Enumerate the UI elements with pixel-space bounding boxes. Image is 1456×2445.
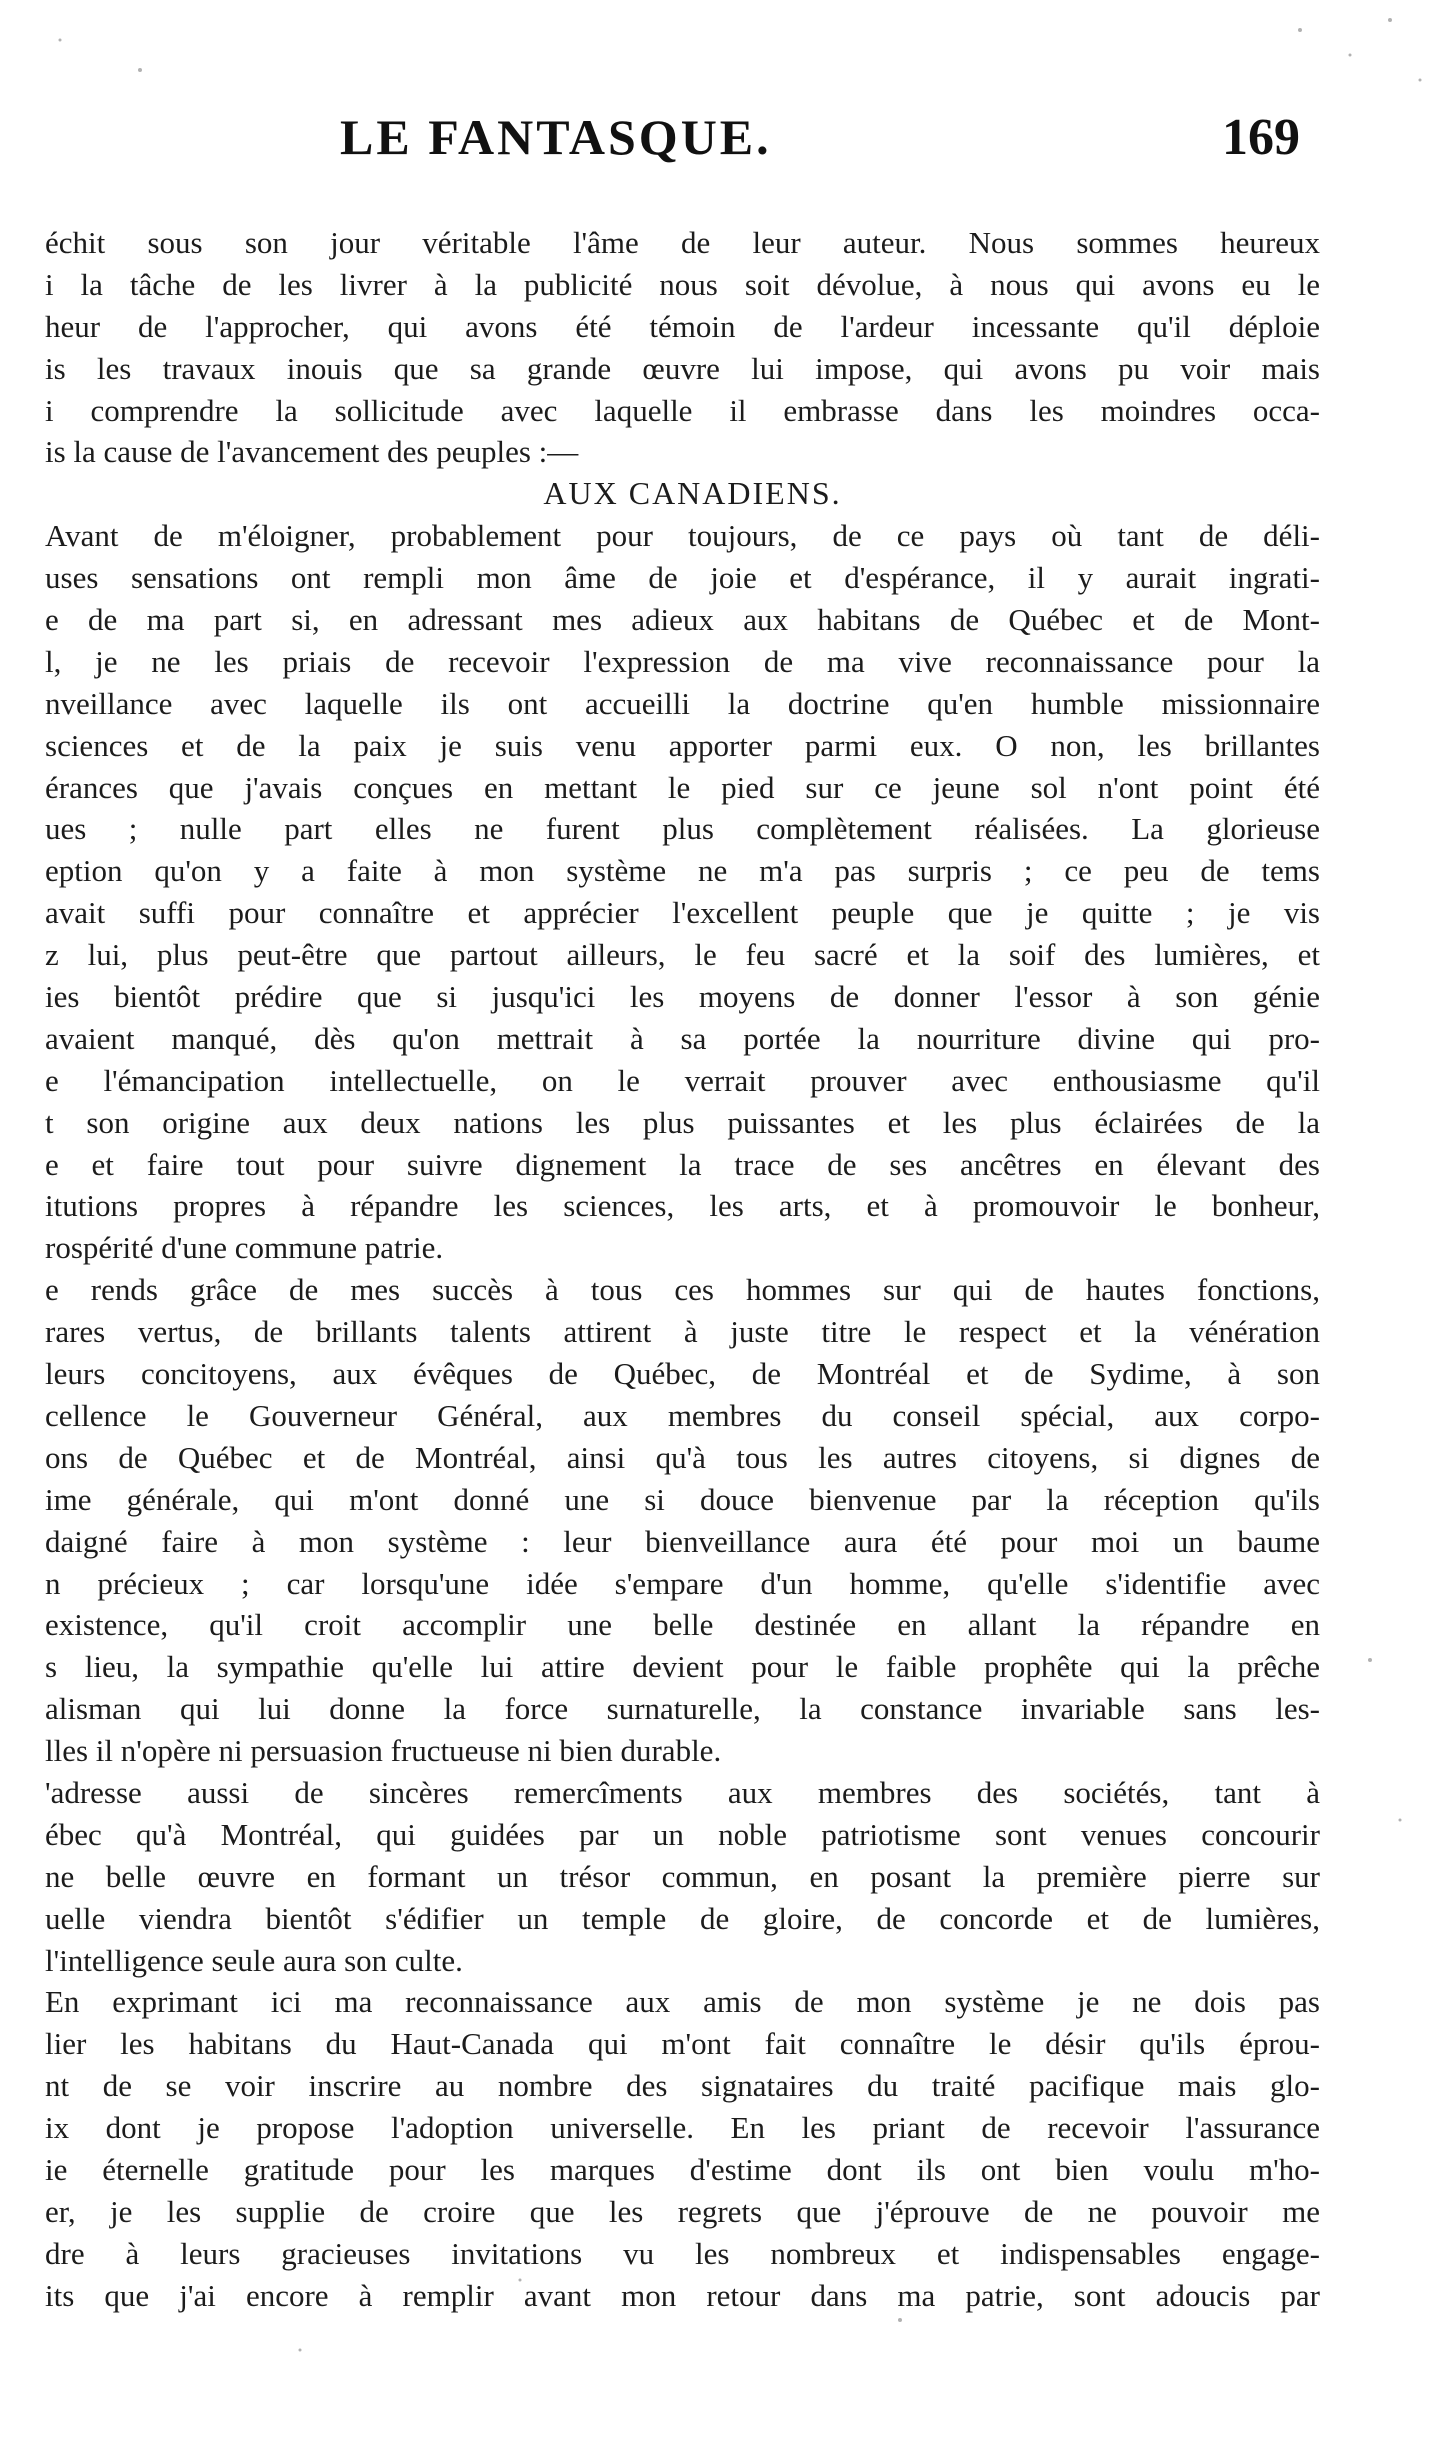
text-line: sciences et de la paix je suis venu apporter parmi eux. O non, les brillantes [45,727,1320,763]
text-line: er, je les supplie de croire que les regrets que j'éprouve de ne pouvoir me [45,2193,1320,2229]
text-line: leurs concitoyens, aux évêques de Québec, de Montréal et de Sydime, à son [45,1356,1320,1392]
text-line: ons de Québec et de Montréal, ainsi qu'à tous les autres citoyens, si dignes de [45,1439,1320,1475]
text-line: e l'émancipation intellectuelle, on le verrait prouver avec enthousiasme qu'il [45,1062,1320,1098]
text-line: érances que j'avais conçues en mettant le pied sur ce jeune sol n'ont point été [45,769,1320,805]
page-header [0,108,1456,178]
text-line: Avant de m'éloigner, probablement pour toujours, de ce pays où tant de déli- [45,518,1320,554]
text-line: i la tâche de les livrer à la publicité nous soit dévolue, à nous qui avons eu le [45,266,1320,302]
article-body [45,222,1320,2317]
text-line: avait suffi pour connaître et apprécier l'excellent peuple que je quitte ; je vis [45,895,1320,931]
text-line: échit sous son jour véritable l'âme de leur auteur. Nous sommes heureux [45,225,1320,260]
text-line: is les travaux inouis que sa grande œuvre lui impose, qui avons pu voir mais [45,350,1320,386]
text-line: lles il n'opère ni persuasion fructueuse ni bien durable. [45,1733,722,1769]
text-line: ues ; nulle part elles ne furent plus complètement réalisées. La glorieuse [45,811,1320,847]
text-line: rospérité d'une commune patrie. [45,1230,444,1266]
text-line: avaient manqué, dès qu'on mettrait à sa portée la nourriture divine qui pro- [45,1020,1320,1056]
text-line: i comprendre la sollicitude avec laquelle il embrasse dans les moindres occa- [45,392,1320,428]
text-line: eption qu'on y a faite à mon système ne m'a pas surpris ; ce peu de tems [45,853,1320,889]
text-line: heur de l'approcher, qui avons été témoin de l'ardeur incessante qu'il déploie [45,308,1320,344]
text-line: e rends grâce de mes succès à tous ces hommes sur qui de hautes fonctions, [45,1272,1320,1308]
text-line: nveillance avec laquelle ils ont accueilli la doctrine qu'en humble missionnaire [45,685,1320,721]
text-line: ébec qu'à Montréal, qui guidées par un noble patriotisme sont venues concourir [45,1816,1320,1852]
text-line: uelle viendra bientôt s'édifier un temple de gloire, de concorde et de lumières, [45,1900,1320,1936]
text-line: is la cause de l'avancement des peuples :— [45,434,579,470]
text-line: En exprimant ici ma reconnaissance aux amis de mon système je ne dois pas [45,1984,1320,2020]
text-line: alisman qui lui donne la force surnaturelle, la constance invariable sans les- [45,1691,1320,1727]
text-line: ies bientôt prédire que si jusqu'ici les moyens de donner l'essor à son génie [45,979,1320,1015]
section-heading: AUX CANADIENS. [543,475,842,512]
text-line: itutions propres à répandre les sciences, les arts, et à promouvoir le bonheur, [45,1188,1320,1224]
text-line: rares vertus, de brillants talents attirent à juste titre le respect et la vénération [45,1314,1320,1350]
text-line: its que j'ai encore à remplir avant mon retour dans ma patrie, sont adoucis par [45,2277,1320,2313]
text-line: l, je ne les priais de recevoir l'expression de ma vive reconnaissance pour la [45,643,1320,679]
running-title: LE FANTASQUE. [340,109,772,165]
text-line: uses sensations ont rempli mon âme de joie et d'espérance, il y aurait ingrati- [45,560,1320,596]
text-line: nt de se voir inscrire au nombre des signataires du traité pacifique mais glo- [45,2068,1320,2104]
text-line: s lieu, la sympathie qu'elle lui attire devient pour le faible prophête qui la prêche [45,1649,1320,1685]
text-line: z lui, plus peut-être que partout ailleurs, le feu sacré et la soif des lumières, et [45,937,1320,973]
text-line: e et faire tout pour suivre dignement la trace de ses ancêtres en élevant des [45,1146,1320,1182]
text-line: ie éternelle gratitude pour les marques d'estime dont ils ont bien voulu m'ho- [45,2151,1320,2187]
text-line: l'intelligence seule aura son culte. [45,1942,463,1978]
text-line: t son origine aux deux nations les plus puissantes et les plus éclairées de la [45,1104,1320,1140]
text-line: n précieux ; car lorsqu'une idée s'empare d'un homme, qu'elle s'identifie avec [45,1565,1320,1601]
text-line: lier les habitans du Haut-Canada qui m'ont fait connaître le désir qu'ils éprou- [45,2026,1320,2062]
text-line: ix dont je propose l'adoption universelle. En les priant de recevoir l'assurance [45,2110,1320,2146]
page-number: 169 [1222,109,1300,166]
text-line: dre à leurs gracieuses invitations vu les nombreux et indispensables engage- [45,2235,1320,2271]
text-line: daigné faire à mon système : leur bienveillance aura été pour moi un baume [45,1523,1320,1559]
text-line: ime générale, qui m'ont donné une si douce bienvenue par la réception qu'ils [45,1481,1320,1517]
text-line: ne belle œuvre en formant un trésor commun, en posant la première pierre sur [45,1858,1320,1894]
text-line: 'adresse aussi de sincères remercîments aux membres des sociétés, tant à [45,1774,1320,1810]
text-line: cellence le Gouverneur Général, aux membres du conseil spécial, aux corpo- [45,1397,1320,1433]
text-line: e de ma part si, en adressant mes adieux aux habitans de Québec et de Mont- [45,602,1320,638]
text-line: existence, qu'il croit accomplir une belle destinée en allant la répandre en [45,1607,1320,1643]
